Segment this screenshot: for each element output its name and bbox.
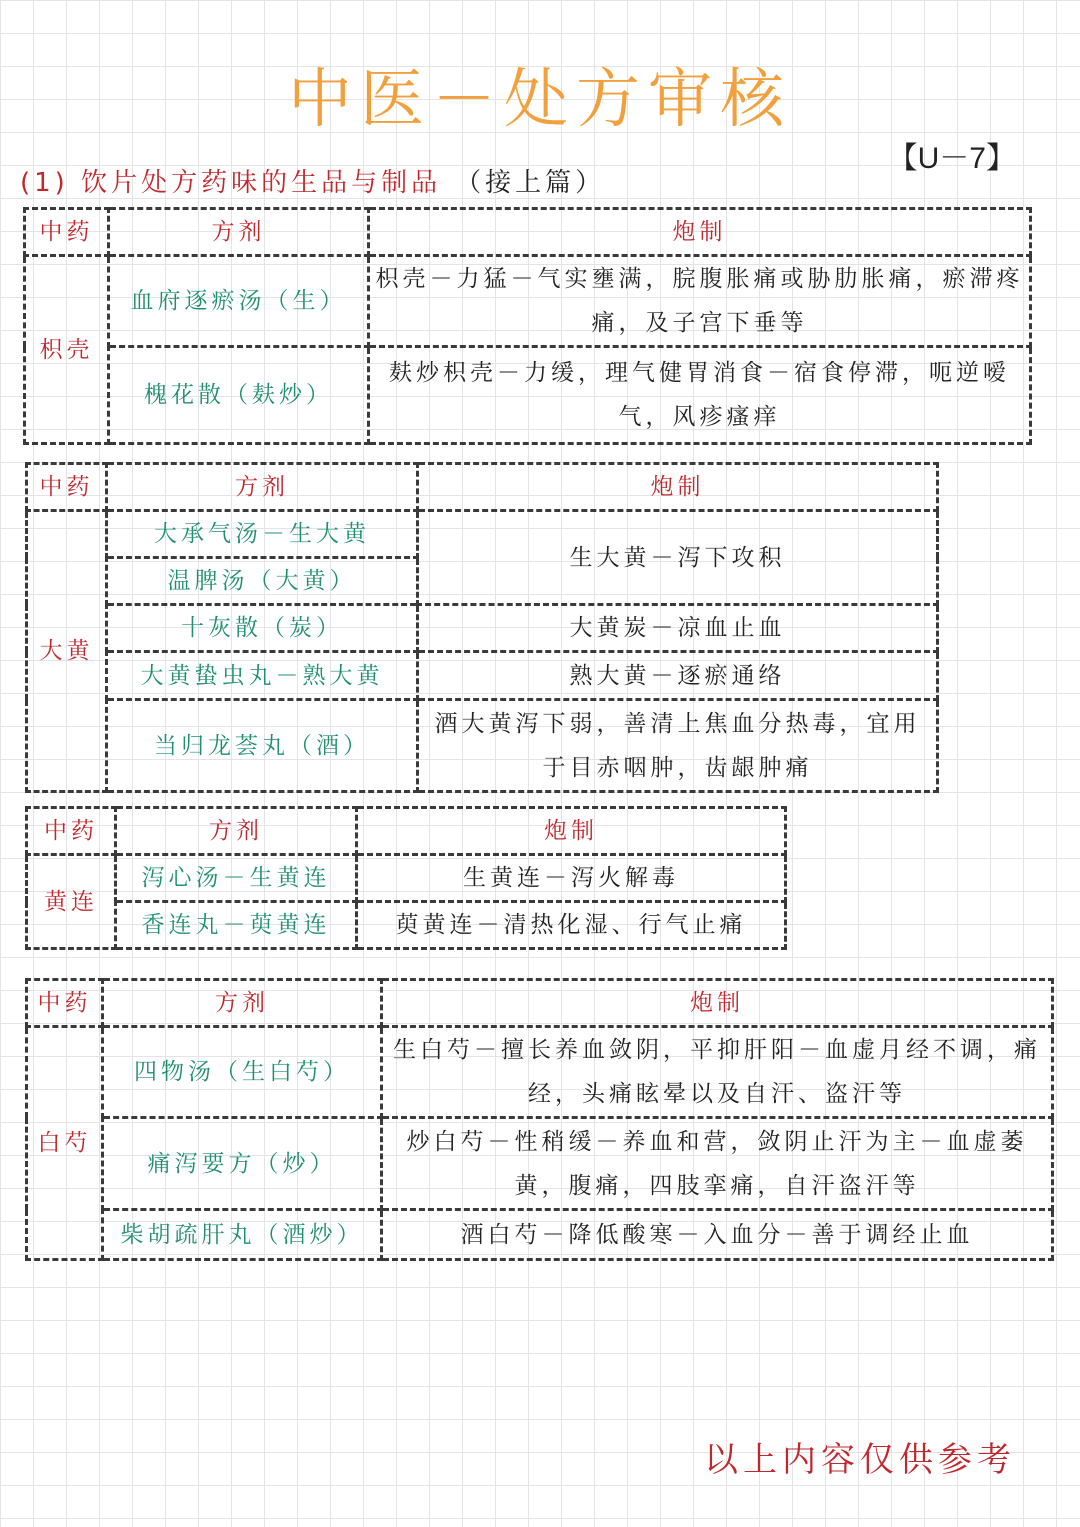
header-formula: 方剂: [116, 808, 357, 855]
processing-cell: 枳壳－力猛－气实壅满，脘腹胀痛或胁肋胀痛，瘀滞疼痛，及子宫下垂等: [369, 256, 1031, 347]
header-herb: 中药: [25, 209, 109, 256]
formula-cell: 痛泻要方（炒）: [103, 1118, 382, 1210]
header-formula: 方剂: [109, 209, 369, 256]
formula-cell: 香连丸－萸黄连: [116, 902, 357, 949]
formula-cell: 当归龙荟丸（酒）: [107, 700, 418, 792]
formula-cell: 温脾汤（大黄）: [107, 558, 418, 605]
table-dahuang: [25, 462, 939, 793]
processing-cell: 麸炒枳壳－力缓，理气健胃消食－宿食停滞，呃逆嗳气，风疹瘙痒: [369, 347, 1031, 444]
header-herb: 中药: [27, 808, 116, 855]
header-herb: 中药: [27, 464, 107, 511]
herb-name: 枳壳: [25, 256, 109, 444]
herb-name: 黄连: [27, 855, 116, 949]
formula-cell: 柴胡疏肝丸（酒炒）: [103, 1210, 382, 1260]
formula-cell: 大黄蛰虫丸－熟大黄: [107, 652, 418, 700]
subtitle-continued: （接上篇）: [455, 168, 606, 198]
processing-cell: 生白芍－擅长养血敛阴，平抑肝阳－血虚月经不调，痛经，头痛眩晕以及自汗、盗汗等: [382, 1027, 1053, 1118]
table-zhiqiao: [23, 207, 1032, 445]
processing-cell: 大黄炭－凉血止血: [418, 605, 938, 652]
header-processing: 炮制: [418, 464, 938, 511]
header-formula: 方剂: [103, 980, 382, 1027]
page-code: 【U－7】: [887, 142, 1016, 175]
section-subtitle: [20, 162, 605, 199]
header-processing: 炮制: [357, 808, 786, 855]
subtitle-main: (1) 饮片处方药味的生品与制品: [20, 168, 442, 198]
header-processing: 炮制: [369, 209, 1031, 256]
table-huanglian: [25, 806, 787, 950]
processing-cell: 生黄连－泻火解毒: [357, 855, 786, 902]
processing-cell: 生大黄－泻下攻积: [418, 511, 938, 605]
formula-cell: 十灰散（炭）: [107, 605, 418, 652]
header-herb: 中药: [27, 980, 103, 1027]
page-title: 中医－处方审核: [288, 63, 792, 137]
herb-name: 大黄: [27, 511, 107, 792]
footer-disclaimer: 以上内容仅供参考: [704, 1440, 1016, 1480]
header-formula: 方剂: [107, 464, 418, 511]
processing-cell: 萸黄连－清热化湿、行气止痛: [357, 902, 786, 949]
table-baishao: [25, 978, 1054, 1261]
formula-cell: 四物汤（生白芍）: [103, 1027, 382, 1118]
processing-cell: 酒白芍－降低酸寒－入血分－善于调经止血: [382, 1210, 1053, 1260]
processing-cell: 酒大黄泻下弱，善清上焦血分热毒，宜用于目赤咽肿，齿龈肿痛: [418, 700, 938, 792]
formula-cell: 泻心汤－生黄连: [116, 855, 357, 902]
formula-cell: 大承气汤－生大黄: [107, 511, 418, 558]
processing-cell: 熟大黄－逐瘀通络: [418, 652, 938, 700]
processing-cell: 炒白芍－性稍缓－养血和营，敛阴止汗为主－血虚萎黄，腹痛，四肢挛痛，自汗盗汗等: [382, 1118, 1053, 1210]
formula-cell: 血府逐瘀汤（生）: [109, 256, 369, 347]
header-processing: 炮制: [382, 980, 1053, 1027]
herb-name: 白芍: [27, 1027, 103, 1260]
formula-cell: 槐花散（麸炒）: [109, 347, 369, 444]
